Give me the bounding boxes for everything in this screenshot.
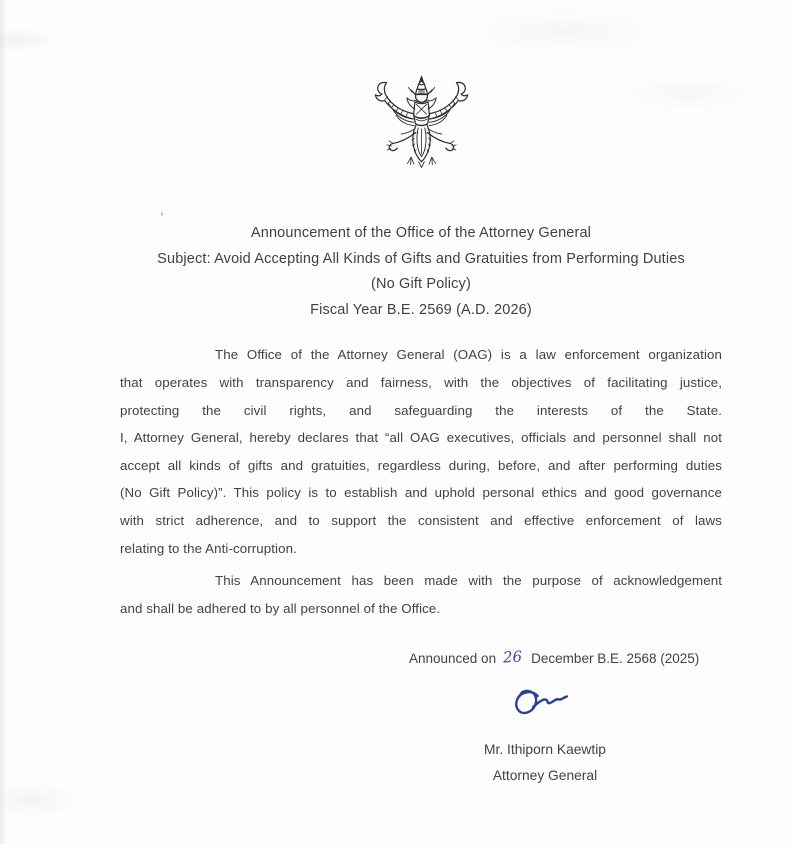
paragraph1-line: The Office of the Attorney General (OAG) is a law enforcement organization <box>215 347 722 363</box>
garuda-emblem-icon <box>365 74 478 195</box>
heading-line-subject: Subject: Avoid Accepting All Kinds of Gifts and Gratuities from Performing Duties <box>157 250 685 267</box>
paragraph2-line: This Announcement has been made with the purpose of acknowledgement <box>215 573 722 589</box>
paragraph1-line: protecting the civil rights, and safeguarding the interests of the State. <box>120 402 722 418</box>
document-content <box>120 0 722 789</box>
body-paragraph-1 <box>120 341 722 562</box>
paragraph1-line: (No Gift Policy)”. This policy is to establish and uphold personal ethics and good governance <box>120 485 722 501</box>
body-paragraph-2 <box>120 567 722 622</box>
announced-prefix: Announced on <box>409 651 497 667</box>
signer-name: Mr. Ithiporn Kaewtip <box>484 742 606 758</box>
paragraph2-line: and shall be adhered to by all personnel of the Office. <box>120 600 441 616</box>
signature-icon <box>508 685 582 727</box>
document-heading <box>120 221 722 323</box>
paragraph1-line: I, Attorney General, hereby declares that “all OAG executives, officials and personnel shall not <box>120 430 722 446</box>
paragraph1-line: accept all kinds of gifts and gratuities, regardless during, before, and after performing duties <box>120 457 722 473</box>
heading-line-policy: (No Gift Policy) <box>371 276 471 293</box>
emblem-area <box>120 0 722 195</box>
signature-block <box>425 685 665 789</box>
heading-line-fiscal-year: Fiscal Year B.E. 2569 (A.D. 2026) <box>310 301 532 318</box>
paragraph1-line: with strict adherence, and to support the consistent and effective enforcement of laws <box>120 512 722 528</box>
heading-line-announcement: Announcement of the Office of the Attorney General <box>250 225 592 241</box>
paragraph1-line: that operates with transparency and fairness, with the objectives of facilitating justice, <box>120 374 722 390</box>
announced-rest: December B.E. 2568 (2025) <box>531 651 700 667</box>
handwritten-day: 26 <box>502 647 523 667</box>
announced-date-line <box>409 647 722 670</box>
signer-title: Attorney General <box>492 768 598 784</box>
paragraph1-line: relating to the Anti-corruption. <box>120 540 297 556</box>
